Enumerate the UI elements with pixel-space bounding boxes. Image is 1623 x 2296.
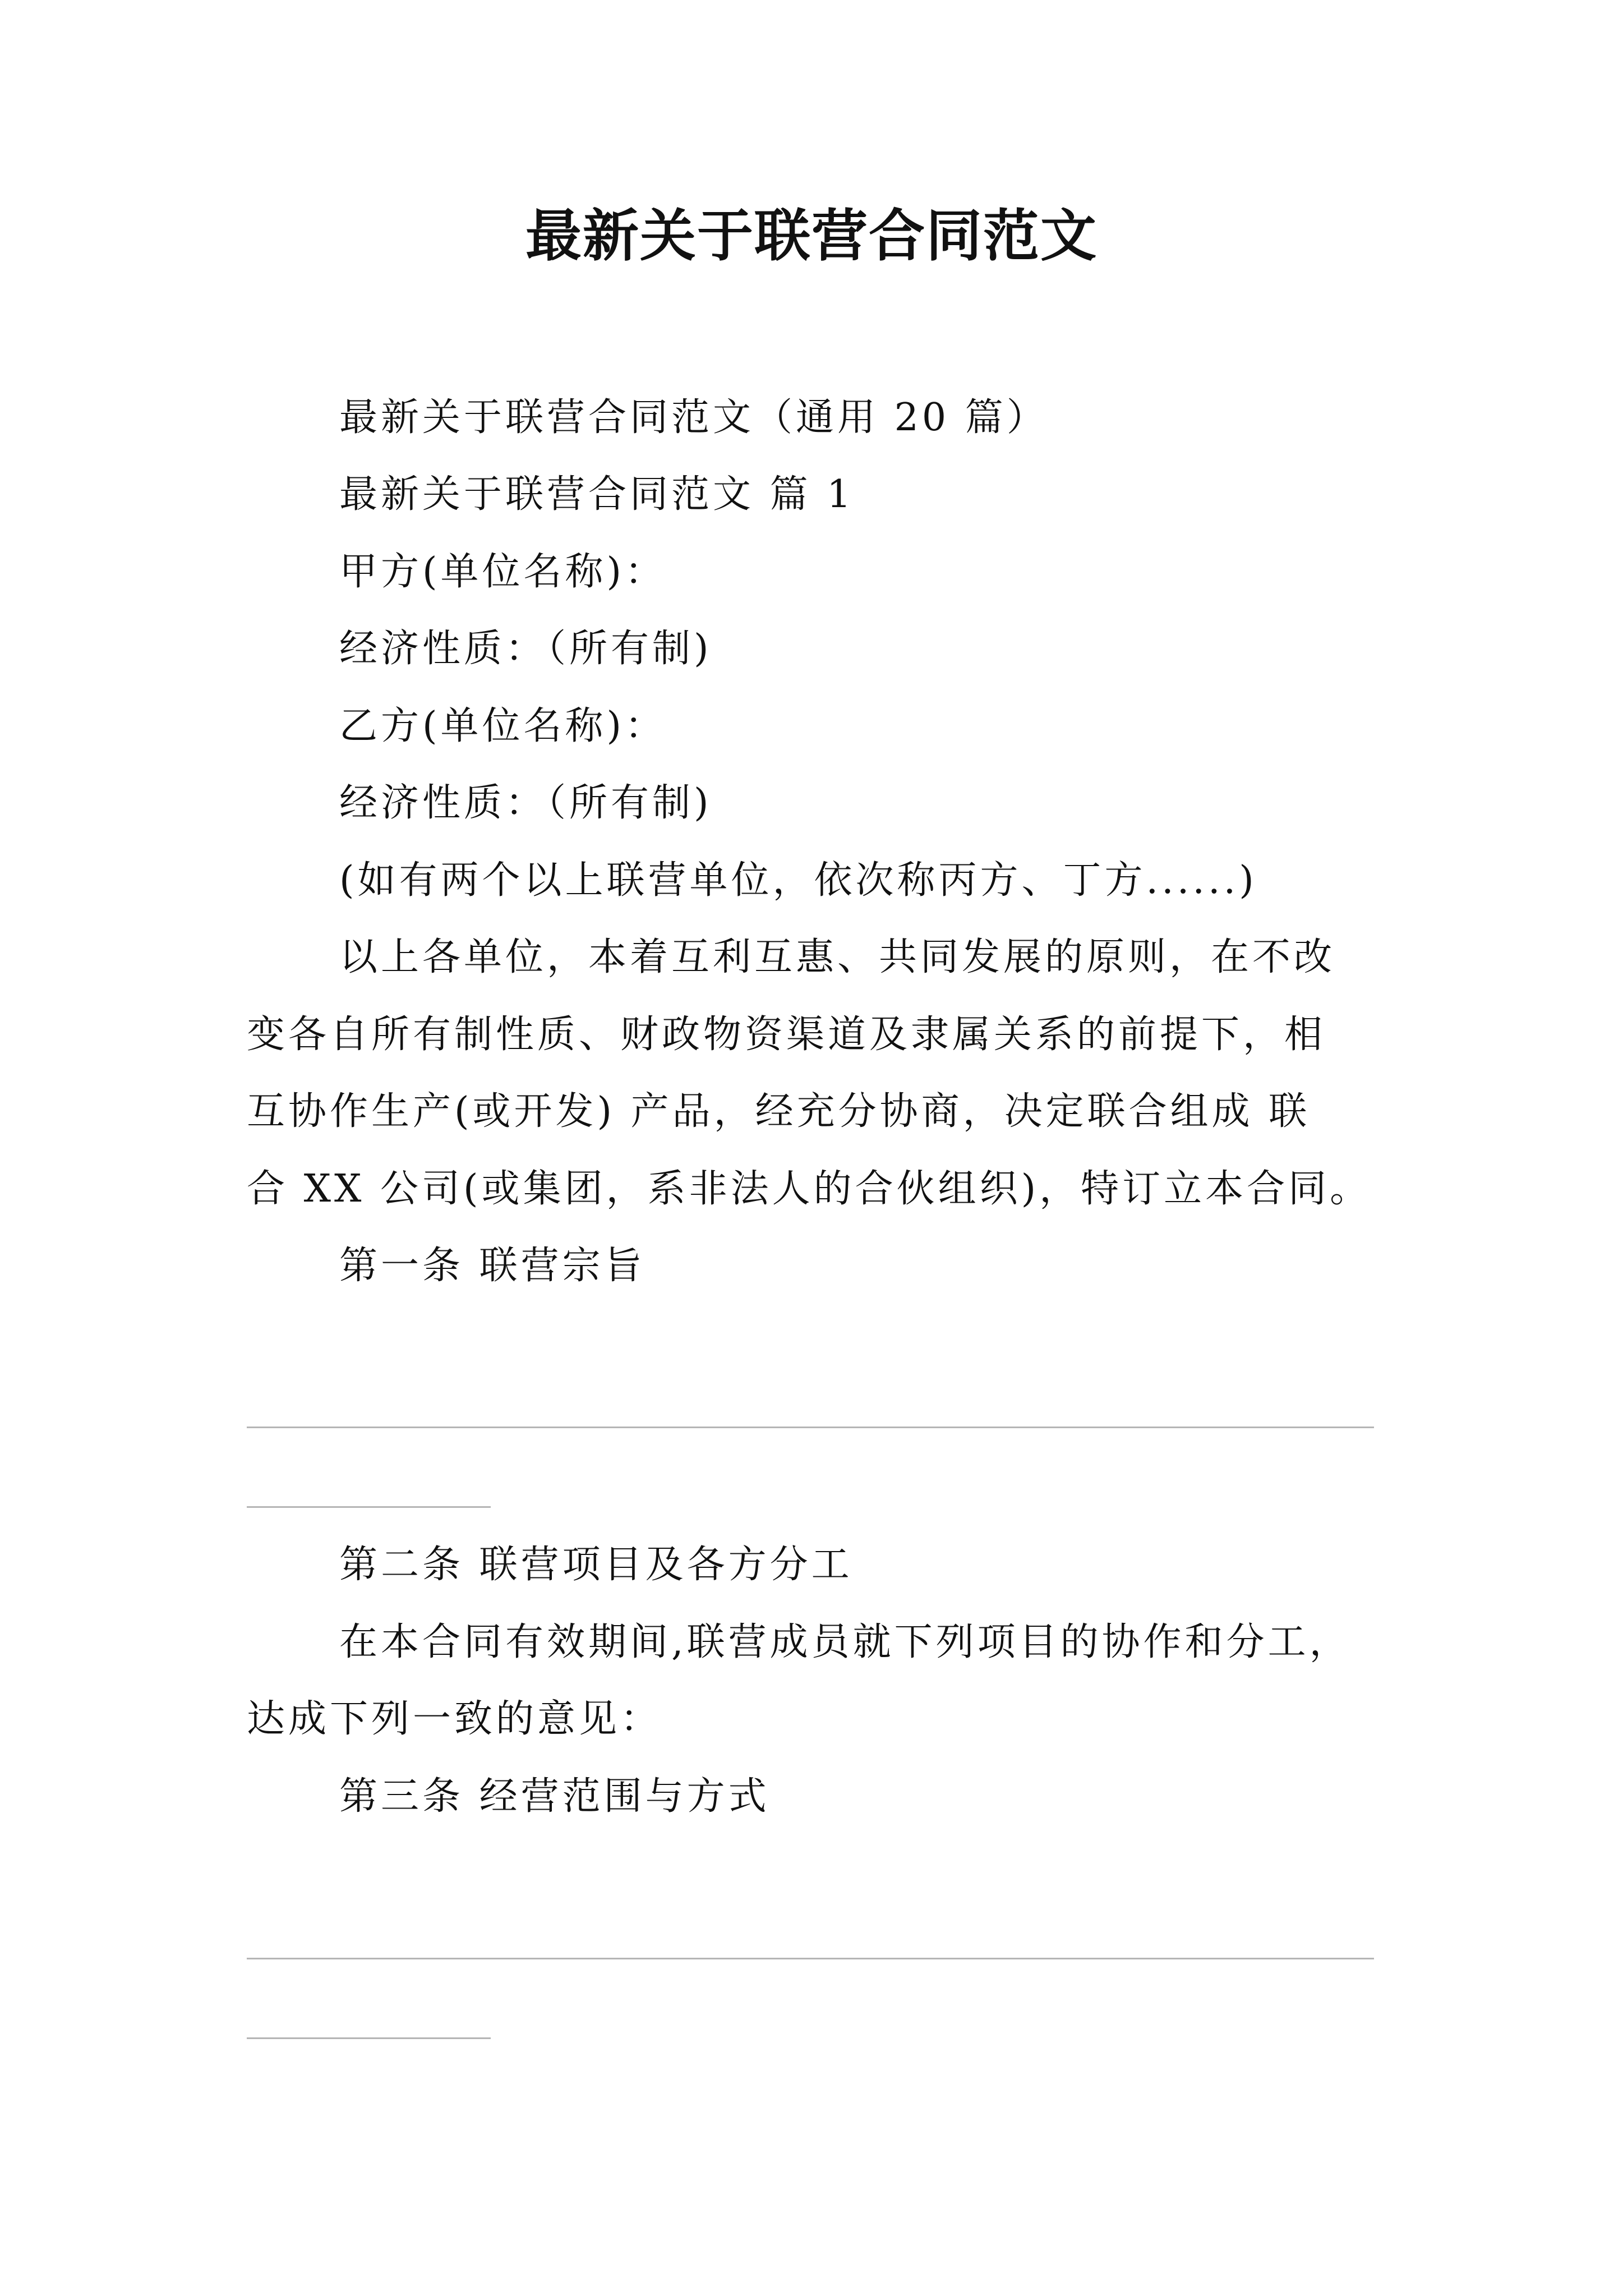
paragraph-line: 以上各单位，本着互利互惠、共同发展的原则，在不改 (339, 935, 1336, 979)
note-line: (如有两个以上联营单位，依次称丙方、丁方......) (339, 858, 1257, 903)
fill-in-rule (247, 1958, 1374, 1959)
section-heading: 最新关于联营合同范文 篇 1 (339, 472, 855, 517)
article-1-heading: 第一条 联营宗旨 (339, 1244, 645, 1288)
article-3-heading: 第三条 经营范围与方式 (339, 1774, 770, 1819)
document-title: 最新关于联营合同范文 (525, 203, 1098, 269)
party-a-nature: 经济性质：（所有制) (339, 627, 712, 671)
paragraph-line: 互协作生产(或开发) 产品，经充分协商，决定联合组成 联 (247, 1089, 1311, 1134)
subtitle-line: 最新关于联营合同范文（通用 20 篇） (339, 395, 1048, 440)
party-b-name: 乙方(单位名称)： (339, 704, 667, 748)
paragraph-line: 合 XX 公司(或集团，系非法人的合伙组织)，特订立本合同。 (247, 1167, 1372, 1211)
fill-in-rule (247, 1506, 491, 1508)
paragraph-line: 在本合同有效期间,联营成员就下列项目的协作和分工， (339, 1620, 1351, 1664)
paragraph-line: 变各自所有制性质、财政物资渠道及隶属关系的前提下，相 (247, 1013, 1326, 1057)
party-b-nature: 经济性质：（所有制) (339, 781, 712, 825)
paragraph-line: 达成下列一致的意见： (247, 1697, 662, 1741)
fill-in-rule (247, 2037, 491, 2039)
article-2-heading: 第二条 联营项目及各方分工 (339, 1543, 853, 1587)
party-a-name: 甲方(单位名称)： (339, 550, 667, 594)
fill-in-rule (247, 1427, 1374, 1428)
